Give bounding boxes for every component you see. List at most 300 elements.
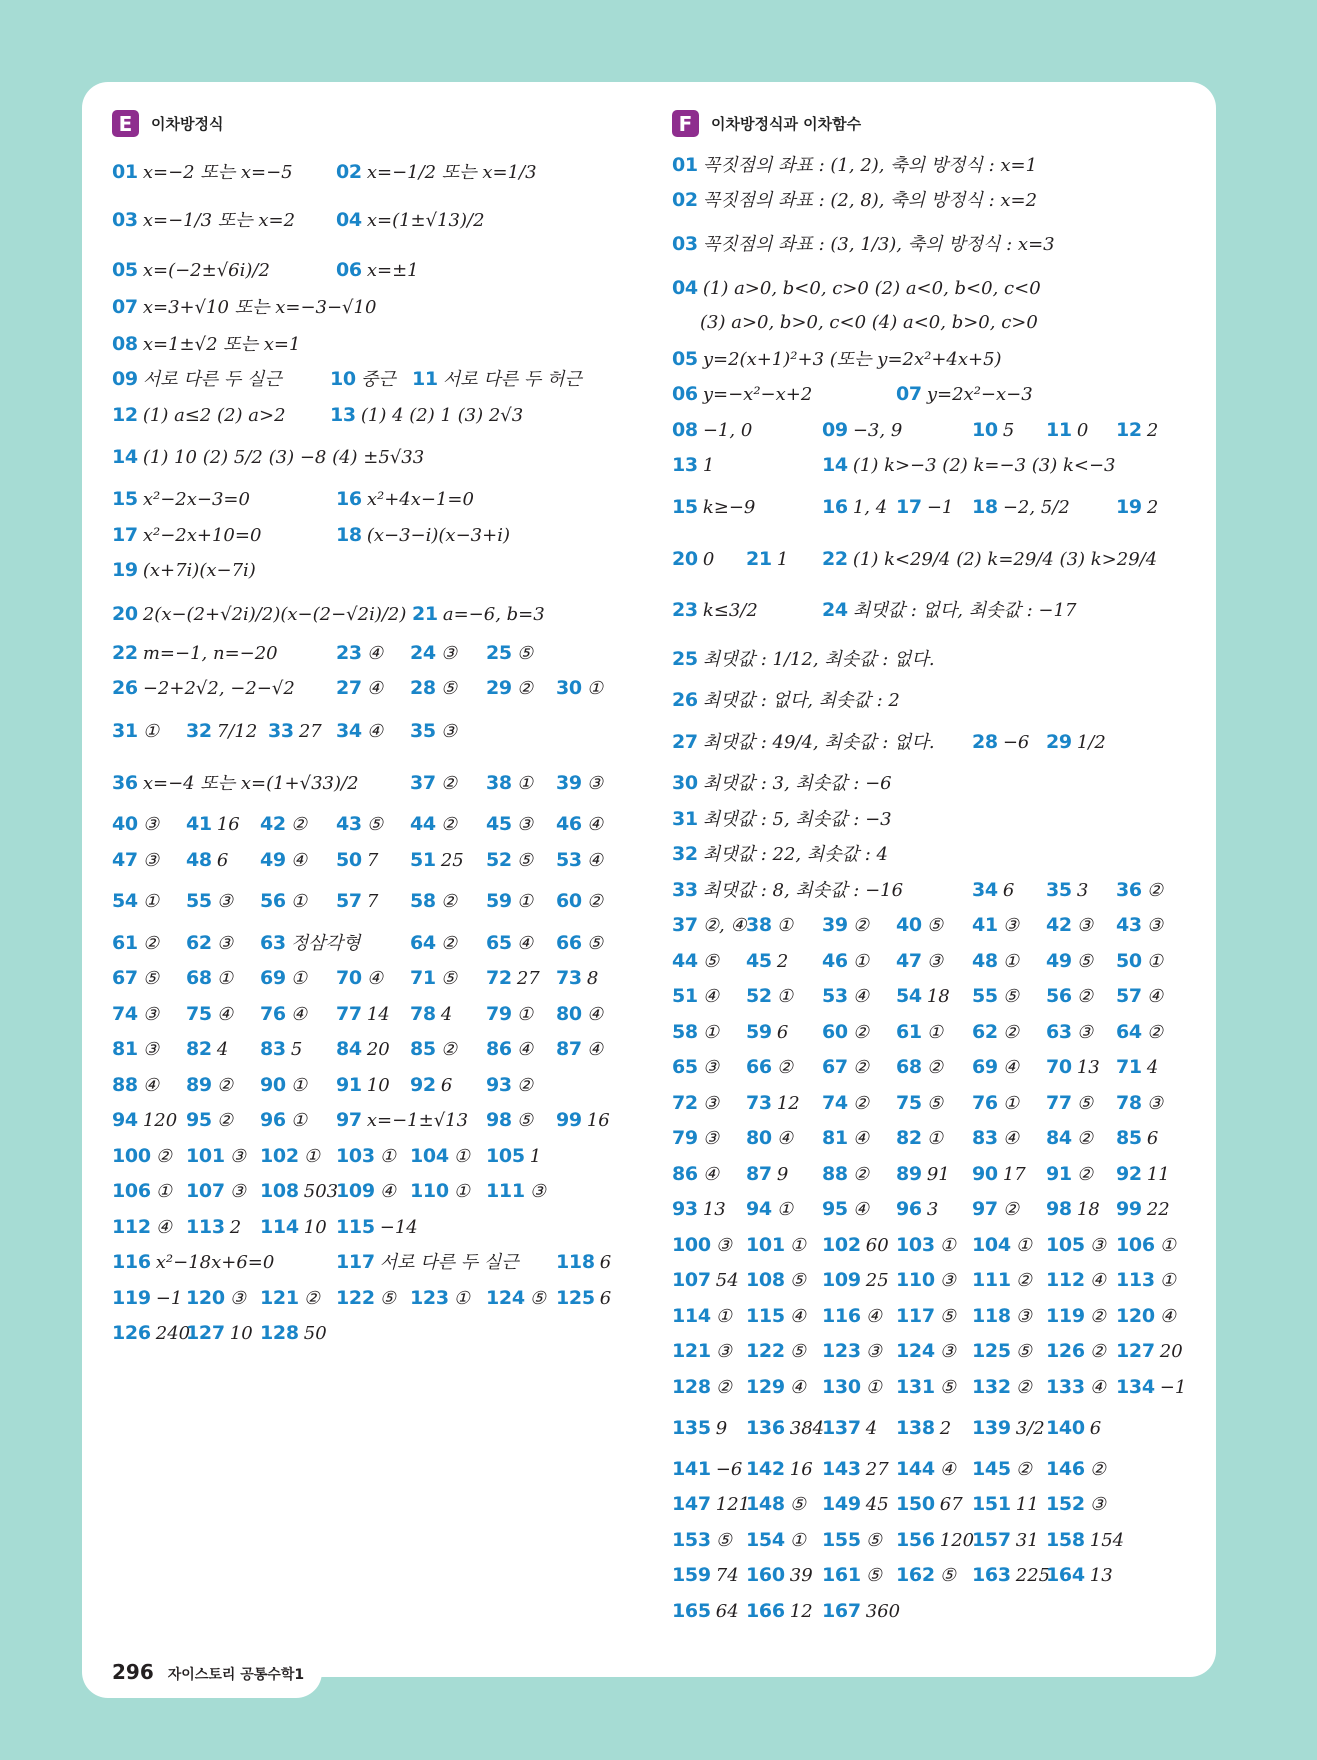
answer-item bbox=[112, 1316, 190, 1351]
answer-value: 2(x−(2+√2i)/2)(x−(2−√2i)/2) bbox=[142, 604, 407, 625]
answer-value: ② bbox=[1015, 1377, 1032, 1398]
answer-value: 4 bbox=[1146, 1057, 1159, 1078]
answer-item bbox=[1046, 1086, 1093, 1121]
answer-item bbox=[260, 926, 360, 961]
answer-number: 54 bbox=[112, 890, 138, 912]
answer-item bbox=[822, 1523, 882, 1558]
answer-value: ① bbox=[1002, 1093, 1019, 1114]
answer-number: 48 bbox=[186, 849, 212, 871]
answer-number: 76 bbox=[972, 1092, 998, 1114]
answer-number: 12 bbox=[112, 404, 138, 426]
answer-number: 13 bbox=[672, 454, 698, 476]
answer-item bbox=[972, 1263, 1032, 1298]
answer-number: 57 bbox=[336, 890, 362, 912]
answer-number: 33 bbox=[268, 720, 294, 742]
answer-value: 45 bbox=[865, 1494, 889, 1515]
answer-item bbox=[896, 1452, 956, 1487]
answer-value: 20 bbox=[366, 1039, 390, 1060]
answer-number: 94 bbox=[112, 1109, 138, 1131]
answer-item bbox=[1116, 490, 1158, 525]
answer-value: 5 bbox=[1002, 420, 1015, 441]
answer-item bbox=[1116, 1050, 1158, 1085]
answer-number: 59 bbox=[486, 890, 512, 912]
answer-number: 44 bbox=[410, 813, 436, 835]
answer-item bbox=[672, 413, 752, 448]
answer-item bbox=[112, 636, 278, 671]
answer-value: x=−4 또는 x=(1+√33)/2 bbox=[142, 773, 359, 794]
answer-number: 28 bbox=[410, 677, 436, 699]
answer-number: 140 bbox=[1046, 1417, 1085, 1439]
answer-number: 131 bbox=[896, 1376, 935, 1398]
answer-item bbox=[186, 843, 228, 878]
section-e-title: 이차방정식 bbox=[151, 115, 224, 133]
answer-number: 144 bbox=[896, 1458, 935, 1480]
answer-item bbox=[260, 1139, 320, 1174]
answer-item bbox=[556, 671, 603, 706]
answer-number: 106 bbox=[1116, 1234, 1155, 1256]
answer-value: ④ bbox=[142, 1075, 159, 1096]
answer-value: 중근 bbox=[360, 369, 396, 390]
answer-item bbox=[412, 362, 582, 397]
answer-value: ③ bbox=[229, 1288, 246, 1309]
answer-number: 118 bbox=[972, 1305, 1011, 1327]
answer-value: 16 bbox=[216, 814, 240, 835]
answer-item bbox=[672, 766, 892, 801]
answer-number: 143 bbox=[822, 1458, 861, 1480]
answer-item bbox=[556, 1245, 611, 1280]
answer-value: ④ bbox=[586, 1039, 603, 1060]
answer-number: 68 bbox=[186, 967, 212, 989]
answer-item bbox=[672, 448, 714, 483]
answer-number: 06 bbox=[672, 383, 698, 405]
section-f-header bbox=[672, 110, 861, 137]
answer-value: ① bbox=[1146, 951, 1163, 972]
answer-item bbox=[112, 597, 406, 632]
answer-item bbox=[1046, 1192, 1100, 1227]
answer-number: 18 bbox=[972, 496, 998, 518]
answer-item bbox=[822, 1558, 882, 1593]
answer-number: 133 bbox=[1046, 1376, 1085, 1398]
answer-value: −1 bbox=[926, 497, 954, 518]
answer-item bbox=[1046, 1121, 1093, 1156]
answer-number: 111 bbox=[972, 1269, 1011, 1291]
answer-item bbox=[746, 1192, 793, 1227]
answer-number: 156 bbox=[896, 1529, 935, 1551]
answer-item bbox=[672, 1334, 732, 1369]
answer-number: 08 bbox=[672, 419, 698, 441]
answer-value: 54 bbox=[715, 1270, 739, 1291]
answer-number: 59 bbox=[746, 1021, 772, 1043]
answer-value: ④ bbox=[366, 678, 383, 699]
answer-value: ④ bbox=[702, 1164, 719, 1185]
answer-item bbox=[746, 1523, 806, 1558]
answer-value: ① bbox=[453, 1181, 470, 1202]
answer-number: 75 bbox=[896, 1092, 922, 1114]
answer-item bbox=[486, 1032, 533, 1067]
answer-item bbox=[556, 997, 603, 1032]
answer-number: 67 bbox=[112, 967, 138, 989]
answer-item bbox=[186, 807, 240, 842]
answer-number: 101 bbox=[186, 1145, 225, 1167]
answer-item bbox=[1046, 413, 1088, 448]
answer-value: ⑤ bbox=[1076, 1093, 1093, 1114]
answer-number: 10 bbox=[972, 419, 998, 441]
answer-item bbox=[896, 1157, 950, 1192]
answer-number: 152 bbox=[1046, 1493, 1085, 1515]
answer-number: 62 bbox=[186, 932, 212, 954]
answer-number: 70 bbox=[1046, 1056, 1072, 1078]
answer-value: 2 bbox=[1146, 420, 1159, 441]
answer-value: ⑤ bbox=[1076, 951, 1093, 972]
answer-number: 119 bbox=[1046, 1305, 1085, 1327]
answer-value: 6 bbox=[776, 1022, 789, 1043]
answer-number: 71 bbox=[1116, 1056, 1142, 1078]
answer-item bbox=[1046, 1411, 1101, 1446]
answer-value: (x−3−i)(x−3+i) bbox=[366, 525, 510, 546]
answer-number: 26 bbox=[672, 689, 698, 711]
answer-item bbox=[336, 997, 390, 1032]
answer-value: ② bbox=[440, 933, 457, 954]
answer-item bbox=[972, 1411, 1045, 1446]
answer-number: 61 bbox=[112, 932, 138, 954]
answer-value: ⑤ bbox=[789, 1341, 806, 1362]
answer-value: −1 bbox=[1159, 1377, 1187, 1398]
answer-value: ① bbox=[290, 1075, 307, 1096]
answer-value: 6 bbox=[1089, 1418, 1102, 1439]
answer-value: y=2(x+1)²+3 (또는 y=2x²+4x+5) bbox=[702, 349, 1002, 370]
answer-item bbox=[556, 766, 603, 801]
answer-item bbox=[896, 1558, 956, 1593]
answer-number: 15 bbox=[672, 496, 698, 518]
answer-value: −14 bbox=[379, 1217, 418, 1238]
answer-item bbox=[972, 1228, 1032, 1263]
answer-item bbox=[410, 671, 457, 706]
answer-value: 50 bbox=[303, 1323, 327, 1344]
answer-item bbox=[972, 413, 1014, 448]
answer-number: 110 bbox=[896, 1269, 935, 1291]
answer-number: 108 bbox=[746, 1269, 785, 1291]
answer-item bbox=[1046, 944, 1093, 979]
answer-value: ② bbox=[852, 1022, 869, 1043]
answer-number: 151 bbox=[972, 1493, 1011, 1515]
answer-value: 8 bbox=[586, 968, 599, 989]
answer-item bbox=[556, 843, 603, 878]
answer-item bbox=[972, 1086, 1019, 1121]
answer-number: 01 bbox=[672, 154, 698, 176]
answer-item bbox=[672, 542, 714, 577]
answer-item bbox=[822, 542, 1157, 577]
answer-item bbox=[972, 979, 1019, 1014]
answer-item bbox=[822, 944, 869, 979]
answer-item bbox=[972, 1157, 1026, 1192]
answer-value: 최댓값 : 8, 최솟값 : −16 bbox=[702, 880, 904, 901]
answer-item bbox=[112, 1210, 172, 1245]
answer-value: x=3+√10 또는 x=−3−√10 bbox=[142, 297, 377, 318]
answer-value: ② bbox=[516, 678, 533, 699]
answer-number: 15 bbox=[112, 488, 138, 510]
answer-item bbox=[336, 1032, 390, 1067]
answer-number: 17 bbox=[112, 524, 138, 546]
answer-value: ⑤ bbox=[702, 951, 719, 972]
answer-item bbox=[1116, 908, 1163, 943]
answer-number: 31 bbox=[672, 808, 698, 830]
answer-item bbox=[972, 1050, 1019, 1085]
answer-value: x²−2x−3=0 bbox=[142, 489, 250, 510]
answer-item bbox=[822, 1334, 882, 1369]
answer-number: 45 bbox=[746, 950, 772, 972]
answer-value: 꼭짓점의 좌표 : (2, 8), 축의 방정식 : x=2 bbox=[702, 190, 1038, 211]
answer-item bbox=[112, 926, 159, 961]
answer-value: ② bbox=[1002, 1199, 1019, 1220]
answer-value: ③ bbox=[142, 1039, 159, 1060]
answer-value: ⑤ bbox=[516, 643, 533, 664]
answer-item bbox=[410, 807, 457, 842]
answer-item bbox=[672, 802, 892, 837]
answer-value: ④ bbox=[290, 850, 307, 871]
answer-value: −1 bbox=[155, 1288, 183, 1309]
answer-value: ② bbox=[142, 933, 159, 954]
answer-value: ① bbox=[142, 721, 159, 742]
answer-number: 48 bbox=[972, 950, 998, 972]
answer-number: 106 bbox=[112, 1180, 151, 1202]
answer-item bbox=[486, 843, 533, 878]
answer-item bbox=[410, 1068, 452, 1103]
answer-number: 66 bbox=[556, 932, 582, 954]
answer-value: 120 bbox=[142, 1110, 178, 1131]
answer-value: 서로 다른 두 실근 bbox=[142, 369, 282, 390]
answer-value: ① bbox=[789, 1530, 806, 1551]
answer-value: −1, 0 bbox=[702, 420, 753, 441]
answer-number: 121 bbox=[260, 1287, 299, 1309]
answer-value: 67 bbox=[939, 1494, 963, 1515]
answer-number: 111 bbox=[486, 1180, 525, 1202]
answer-number: 56 bbox=[1046, 985, 1072, 1007]
answer-item bbox=[112, 327, 300, 362]
answer-item bbox=[112, 553, 256, 588]
answer-item bbox=[186, 961, 233, 996]
answer-item bbox=[822, 1015, 869, 1050]
answer-item bbox=[112, 482, 250, 517]
answer-value: ③ bbox=[1002, 915, 1019, 936]
answer-number: 76 bbox=[260, 1003, 286, 1025]
answer-number: 04 bbox=[672, 277, 698, 299]
answer-item bbox=[1046, 725, 1106, 760]
answer-item bbox=[112, 884, 159, 919]
answer-value: 10 bbox=[303, 1217, 327, 1238]
answer-item bbox=[822, 413, 902, 448]
answer-item bbox=[972, 1334, 1032, 1369]
answer-value: ④ bbox=[216, 1004, 233, 1025]
answer-number: 38 bbox=[486, 772, 512, 794]
answer-item bbox=[336, 482, 474, 517]
answer-value: ② bbox=[440, 773, 457, 794]
answer-item bbox=[822, 979, 869, 1014]
answer-item bbox=[972, 1452, 1032, 1487]
answer-number: 67 bbox=[822, 1056, 848, 1078]
answer-number: 47 bbox=[896, 950, 922, 972]
answer-item bbox=[672, 342, 1002, 377]
answer-number: 58 bbox=[672, 1021, 698, 1043]
answer-item bbox=[746, 1050, 793, 1085]
answer-value: ④ bbox=[366, 968, 383, 989]
answer-number: 25 bbox=[672, 648, 698, 670]
answer-item bbox=[896, 979, 950, 1014]
answer-number: 81 bbox=[112, 1038, 138, 1060]
answer-number: 102 bbox=[260, 1145, 299, 1167]
answer-number: 20 bbox=[112, 603, 138, 625]
answer-number: 127 bbox=[1116, 1340, 1155, 1362]
answer-number: 164 bbox=[1046, 1564, 1085, 1586]
answer-number: 100 bbox=[672, 1234, 711, 1256]
answer-number: 73 bbox=[746, 1092, 772, 1114]
answer-item bbox=[336, 961, 383, 996]
answer-number: 134 bbox=[1116, 1376, 1155, 1398]
answer-item bbox=[672, 1086, 719, 1121]
answer-item bbox=[672, 1299, 732, 1334]
answer-value: ③ bbox=[1146, 915, 1163, 936]
answer-number: 52 bbox=[486, 849, 512, 871]
answer-number: 162 bbox=[896, 1564, 935, 1586]
answer-number: 127 bbox=[186, 1322, 225, 1344]
answer-number: 124 bbox=[896, 1340, 935, 1362]
answer-item bbox=[972, 1558, 1050, 1593]
answer-value: x=−1/2 또는 x=1/3 bbox=[366, 162, 537, 183]
answer-number: 41 bbox=[972, 914, 998, 936]
answer-value: ③ bbox=[926, 951, 943, 972]
answer-value: ⑤ bbox=[1002, 986, 1019, 1007]
answer-item bbox=[972, 1370, 1032, 1405]
answer-number: 49 bbox=[1046, 950, 1072, 972]
answer-value: ② bbox=[1089, 1459, 1106, 1480]
answer-number: 72 bbox=[486, 967, 512, 989]
answer-item bbox=[1046, 1487, 1106, 1522]
answer-number: 90 bbox=[972, 1163, 998, 1185]
answer-number: 161 bbox=[822, 1564, 861, 1586]
answer-value: ⑤ bbox=[529, 1288, 546, 1309]
answer-item bbox=[1116, 873, 1163, 908]
answer-value: 최댓값 : 1/12, 최솟값 : 없다. bbox=[702, 649, 935, 670]
answer-value: 최댓값 : 없다, 최솟값 : −17 bbox=[852, 600, 1077, 621]
answer-value: 2 bbox=[776, 951, 789, 972]
answer-value: ① bbox=[586, 678, 603, 699]
answer-value: 1 bbox=[702, 455, 715, 476]
answer-item bbox=[672, 1411, 727, 1446]
answer-item bbox=[410, 636, 457, 671]
answer-item bbox=[410, 766, 457, 801]
answer-value: 17 bbox=[1002, 1164, 1026, 1185]
answer-item bbox=[822, 1594, 900, 1629]
answer-value: ① bbox=[926, 1128, 943, 1149]
answer-number: 71 bbox=[410, 967, 436, 989]
answer-number: 30 bbox=[672, 772, 698, 794]
answer-number: 99 bbox=[1116, 1198, 1142, 1220]
answer-item bbox=[672, 490, 755, 525]
answer-item bbox=[112, 440, 424, 475]
answer-number: 63 bbox=[1046, 1021, 1072, 1043]
answer-value: ④ bbox=[852, 1128, 869, 1149]
answer-item bbox=[822, 1452, 889, 1487]
answer-value: ① bbox=[789, 1235, 806, 1256]
answer-item bbox=[672, 377, 812, 412]
answer-value: ⑤ bbox=[789, 1270, 806, 1291]
answer-item bbox=[896, 377, 1033, 412]
answer-item bbox=[896, 490, 953, 525]
answer-item bbox=[896, 1299, 956, 1334]
answer-number: 36 bbox=[112, 772, 138, 794]
answer-item bbox=[672, 1121, 719, 1156]
answer-value: 1/2 bbox=[1076, 732, 1106, 753]
answer-value: ② bbox=[1015, 1270, 1032, 1291]
answer-item bbox=[1046, 908, 1093, 943]
answer-item bbox=[822, 1086, 869, 1121]
answer-item bbox=[260, 1210, 327, 1245]
answer-number: 61 bbox=[896, 1021, 922, 1043]
answer-item bbox=[672, 227, 1055, 262]
answer-item bbox=[330, 362, 396, 397]
answer-number: 30 bbox=[556, 677, 582, 699]
answer-item bbox=[486, 997, 533, 1032]
answer-item bbox=[672, 1487, 750, 1522]
answer-number: 34 bbox=[336, 720, 362, 742]
answer-value: ③ bbox=[702, 1128, 719, 1149]
answer-item bbox=[486, 1103, 533, 1138]
answer-number: 110 bbox=[410, 1180, 449, 1202]
answer-item bbox=[746, 979, 793, 1014]
answer-item bbox=[1116, 1015, 1163, 1050]
answer-item bbox=[1046, 1015, 1093, 1050]
answer-number: 80 bbox=[556, 1003, 582, 1025]
answer-number: 62 bbox=[972, 1021, 998, 1043]
answer-value: y=−x²−x+2 bbox=[702, 384, 813, 405]
answer-number: 07 bbox=[112, 296, 138, 318]
answer-number: 135 bbox=[672, 1417, 711, 1439]
answer-number: 91 bbox=[336, 1074, 362, 1096]
answer-item bbox=[1046, 1050, 1100, 1085]
answer-value: ① bbox=[216, 968, 233, 989]
answer-number: 02 bbox=[336, 161, 362, 183]
answer-item bbox=[746, 1452, 813, 1487]
answer-item bbox=[822, 1050, 869, 1085]
answer-number: 109 bbox=[336, 1180, 375, 1202]
answer-value: 64 bbox=[715, 1601, 739, 1622]
answer-value: 154 bbox=[1089, 1530, 1125, 1551]
answer-value: k≥−9 bbox=[702, 497, 756, 518]
answer-value: x=−2 또는 x=−5 bbox=[142, 162, 293, 183]
answer-number: 146 bbox=[1046, 1458, 1085, 1480]
answer-value: ③ bbox=[715, 1341, 732, 1362]
answer-number: 120 bbox=[1116, 1305, 1155, 1327]
answer-value: ① bbox=[776, 915, 793, 936]
answer-value: ② bbox=[1089, 1341, 1106, 1362]
answer-number: 88 bbox=[112, 1074, 138, 1096]
answer-value: ④ bbox=[586, 850, 603, 871]
answer-number: 19 bbox=[1116, 496, 1142, 518]
answer-item bbox=[746, 542, 788, 577]
answer-number: 160 bbox=[746, 1564, 785, 1586]
answer-value: ③ bbox=[715, 1235, 732, 1256]
answer-number: 114 bbox=[260, 1216, 299, 1238]
answer-value: ① bbox=[1159, 1235, 1176, 1256]
answer-number: 128 bbox=[672, 1376, 711, 1398]
answer-value: ③ bbox=[1089, 1235, 1106, 1256]
answer-value: 최댓값 : 5, 최솟값 : −3 bbox=[702, 809, 892, 830]
answer-number: 37 bbox=[410, 772, 436, 794]
answer-value: 503 bbox=[303, 1181, 339, 1202]
answer-item bbox=[112, 518, 261, 553]
answer-number: 112 bbox=[1046, 1269, 1085, 1291]
answer-item bbox=[336, 1139, 396, 1174]
answer-number: 09 bbox=[822, 419, 848, 441]
